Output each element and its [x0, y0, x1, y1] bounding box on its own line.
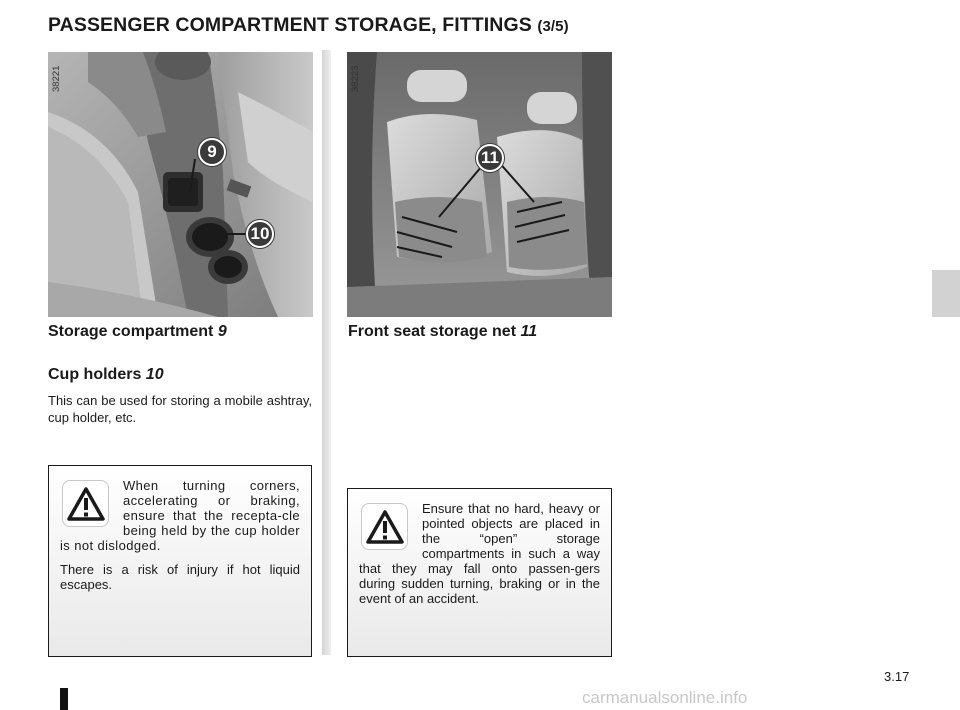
warning-triangle-icon [361, 503, 408, 550]
figure-id: 38221 [51, 65, 62, 92]
console-illustration [48, 52, 313, 317]
page-number: 3.17 [884, 669, 910, 684]
storage-warning [347, 488, 612, 657]
cup-ref: 10 [145, 366, 164, 383]
watermark: carmanualsonline.info [582, 688, 748, 707]
cup-holders-description: This can be used for storing a mobile ashtray, cup holder, etc. [48, 393, 312, 425]
storage-ref: 9 [217, 323, 227, 340]
warning-text: Ensure that no hard, heavy or pointed objects are placed in the “open” storage compartments in such a way that they may fall onto passen-gers during sudden turning, braking or in the event of an accident. [359, 501, 600, 606]
section-tab [932, 270, 960, 317]
seat-net-heading: Front seat storage net 11 [348, 323, 538, 340]
page-title: PASSENGER COMPARTMENT STORAGE, FITTINGS (3/5) [48, 14, 569, 36]
warning-triangle-icon [62, 480, 109, 527]
cup-holders-heading: Cup holders 10 [48, 366, 164, 383]
seat-photo [347, 52, 612, 317]
callout-11: 11 [476, 144, 504, 172]
callout-9: 9 [198, 138, 226, 166]
corner-mark [60, 688, 68, 710]
cup-holder-warning [48, 465, 312, 657]
warning-text: There is a risk of injury if hot liquid escapes. [60, 562, 300, 592]
net-ref: 11 [520, 323, 538, 340]
seat-illustration [347, 52, 612, 317]
column-divider [322, 50, 331, 655]
figure-id: 38223 [350, 65, 361, 92]
page-of-indicator: (3/5) [537, 18, 569, 35]
warning-text: When turning corners, accelerating or braking, ensure that the recepta-cle being held by the cup holder is not dislodged. [60, 478, 300, 553]
storage-heading: Storage compartment 9 [48, 323, 227, 340]
console-photo [48, 52, 313, 317]
callout-10: 10 [246, 220, 274, 248]
